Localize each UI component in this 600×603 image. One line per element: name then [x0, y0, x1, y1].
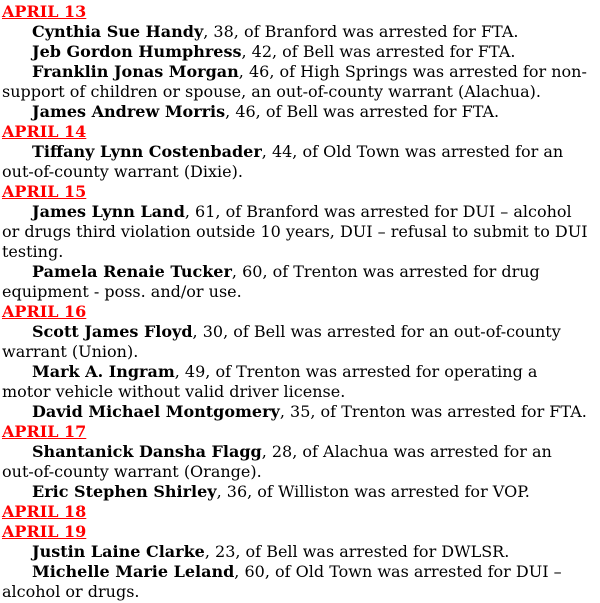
- arrestee-name: Mark A. Ingram: [32, 362, 175, 381]
- arrest-entry: [2, 22, 588, 42]
- entry-details: , 60, of Old Town was arrested for DUI – alcohol or drugs.: [2, 562, 562, 601]
- arrestee-name: David Michael Montgomery: [32, 402, 280, 421]
- arrestee-name: Justin Laine Clarke: [32, 542, 205, 561]
- arrest-entry: [2, 322, 588, 362]
- entry-details: , 60, of Trenton was arrested for drug equipment - poss. and/or use.: [2, 262, 540, 301]
- date-heading[interactable]: APRIL 19: [2, 522, 87, 541]
- date-heading[interactable]: APRIL 17: [2, 422, 87, 441]
- arrestee-name: Cynthia Sue Handy: [32, 22, 204, 41]
- entry-details: , 38, of Branford was arrested for FTA.: [203, 22, 519, 41]
- arrest-entry: [2, 202, 588, 262]
- entry-details: , 49, of Trenton was arrested for operating a motor vehicle without valid driver license.: [2, 362, 538, 401]
- entry-details: , 23, of Bell was arrested for DWLSR.: [204, 542, 510, 561]
- date-heading[interactable]: APRIL 18: [2, 502, 87, 521]
- date-heading[interactable]: APRIL 16: [2, 302, 87, 321]
- arrestee-name: James Lynn Land: [32, 202, 185, 221]
- arrestee-name: Eric Stephen Shirley: [32, 482, 217, 501]
- entry-details: , 44, of Old Town was arrested for an out-of-county warrant (Dixie).: [2, 142, 564, 181]
- arrest-entry: [2, 482, 588, 502]
- arrestee-name: Pamela Renaie Tucker: [32, 262, 232, 281]
- entry-details: , 46, of High Springs was arrested for non-support of children or spouse, an out-of-county warrant (Alachua).: [2, 62, 587, 101]
- arrest-entry: [2, 102, 588, 122]
- arrest-entry: [2, 142, 588, 182]
- arrest-entry: [2, 542, 588, 562]
- entry-details: , 61, of Branford was arrested for DUI – alcohol or drugs third violation outside 10 years, DUI – refusal to submit to DUI testing.: [2, 202, 588, 261]
- entry-details: , 42, of Bell was arrested for FTA.: [241, 42, 516, 61]
- arrestee-name: Tiffany Lynn Costenbader: [32, 142, 262, 161]
- arrest-entry: [2, 62, 588, 102]
- arrestee-name: Michelle Marie Leland: [32, 562, 235, 581]
- date-heading[interactable]: APRIL 14: [2, 122, 87, 141]
- date-heading[interactable]: APRIL 15: [2, 182, 87, 201]
- arrestee-name: James Andrew Morris: [32, 102, 226, 121]
- arrestee-name: Jeb Gordon Humphress: [32, 42, 242, 61]
- date-heading[interactable]: APRIL 13: [2, 2, 87, 21]
- entry-details: , 35, of Trenton was arrested for FTA.: [279, 402, 587, 421]
- arrest-entry: [2, 42, 588, 62]
- entry-details: , 30, of Bell was arrested for an out-of-county warrant (Union).: [2, 322, 561, 361]
- arrest-entry: [2, 562, 588, 602]
- entry-details: , 28, of Alachua was arrested for an out-of-county warrant (Orange).: [2, 442, 552, 481]
- arrestee-name: Franklin Jonas Morgan: [32, 62, 239, 81]
- arrest-entry: [2, 442, 588, 482]
- arrest-entry: [2, 402, 588, 422]
- arrestee-name: Scott James Floyd: [32, 322, 193, 341]
- entry-details: , 36, of Williston was arrested for VOP.: [216, 482, 530, 501]
- arrestee-name: Shantanick Dansha Flagg: [32, 442, 262, 461]
- arrest-entry: [2, 262, 588, 302]
- entry-details: , 46, of Bell was arrested for FTA.: [225, 102, 500, 121]
- arrest-entry: [2, 362, 588, 402]
